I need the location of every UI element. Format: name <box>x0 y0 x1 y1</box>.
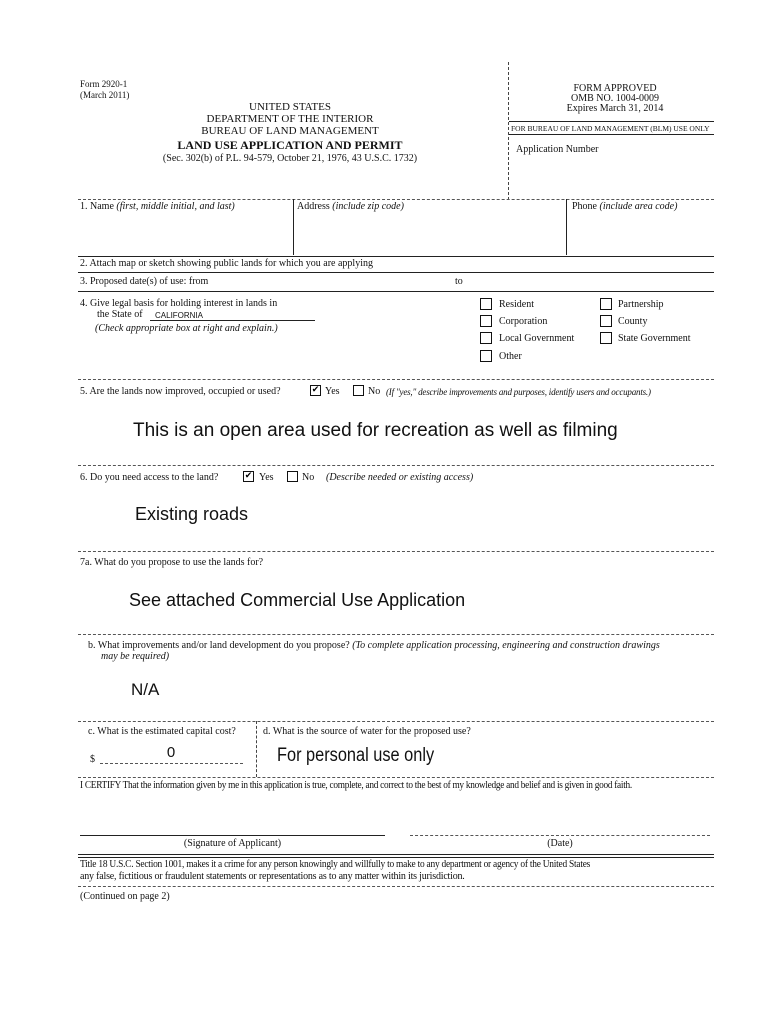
other-checkbox[interactable] <box>480 350 492 362</box>
certify-top-rule <box>78 777 714 778</box>
item7b-top-rule <box>78 634 714 635</box>
local-government-label: Local Government <box>499 333 575 344</box>
item6-yes-label: Yes <box>259 472 274 483</box>
authority-citation: (Sec. 302(b) of P.L. 94-579, October 21, 1976, 43 U.S.C. 1732) <box>162 153 418 164</box>
agency-line-3: BUREAU OF LAND MANAGEMENT <box>201 125 379 137</box>
expiration-date: Expires March 31, 2014 <box>566 103 664 114</box>
item3-label: 3. Proposed date(s) of use: from <box>80 276 209 287</box>
omb-number: OMB NO. 1004-0009 <box>570 93 660 104</box>
item4-top-rule <box>78 291 714 292</box>
address-hint: (include zip code) <box>332 201 404 212</box>
item7a-question: 7a. What do you propose to use the lands for? <box>80 557 264 568</box>
name-input[interactable] <box>80 213 290 253</box>
item6-answer[interactable]: Existing roads <box>135 504 249 524</box>
footer-rule-2 <box>78 857 714 858</box>
footer-rule-3 <box>78 886 714 887</box>
item7b-instruction-2: may be required) <box>101 651 170 662</box>
false-statement-warning-1: Title 18 U.S.C. Section 1001, makes it a crime for any person knowingly and willfully to make to any department or agency of the United States <box>80 859 591 870</box>
item7b-answer[interactable]: N/A <box>131 680 160 699</box>
form-date: (March 2011) <box>80 90 130 100</box>
signature-input[interactable] <box>80 815 385 835</box>
item7a-top-rule <box>78 551 714 552</box>
local-government-checkbox[interactable] <box>480 332 492 344</box>
item3-to-label: to <box>455 276 463 287</box>
form-approved: FORM APPROVED <box>573 83 657 94</box>
item7c-answer[interactable]: 0 <box>166 744 176 761</box>
item6-question: 6. Do you need access to the land? <box>80 472 219 483</box>
name-hint: (first, middle initial, and last) <box>116 201 235 212</box>
item5-no-label: No <box>368 386 381 397</box>
blm-box-mid <box>509 134 714 135</box>
item7b-prompt <box>88 640 660 651</box>
item5-top-rule <box>78 379 714 380</box>
form-title: LAND USE APPLICATION AND PERMIT <box>177 138 403 152</box>
address-input[interactable] <box>297 213 563 253</box>
other-label: Other <box>499 351 522 362</box>
item7d-answer[interactable]: For personal use only <box>277 745 435 766</box>
item7d-question: d. What is the source of water for the proposed use? <box>263 726 471 737</box>
agency-line-2: DEPARTMENT OF THE INTERIOR <box>206 113 374 125</box>
blm-box-top <box>509 121 714 122</box>
name-label: 1. Name <box>80 201 114 212</box>
signature-line <box>80 835 385 836</box>
item6-no-checkbox[interactable] <box>287 471 298 482</box>
state-government-checkbox[interactable] <box>600 332 612 344</box>
state-government-label: State Government <box>618 333 691 344</box>
resident-label: Resident <box>499 299 534 310</box>
state-underline <box>150 320 315 321</box>
item7c-question: c. What is the estimated capital cost? <box>88 726 236 737</box>
item4-instruction: (Check appropriate box at right and explain.) <box>95 323 278 334</box>
item5-yes-checkbox[interactable]: ✔ <box>311 385 320 395</box>
item5-question: 5. Are the lands now improved, occupied or used? <box>80 386 281 397</box>
item2-label: 2. Attach map or sketch showing public lands for which you are applying <box>80 258 373 269</box>
state-value[interactable]: CALIFORNIA <box>155 311 204 320</box>
footer-rule-1 <box>78 854 714 855</box>
header-divider <box>508 62 509 200</box>
partnership-label: Partnership <box>618 299 664 310</box>
item6-instruction: (Describe needed or existing access) <box>326 472 474 483</box>
item4-line2: the State of <box>97 309 143 320</box>
date-from-input[interactable] <box>205 274 445 288</box>
item4-line1: 4. Give legal basis for holding interest in lands in <box>80 298 278 309</box>
blm-use-only: FOR BUREAU OF LAND MANAGEMENT (BLM) USE ONLY <box>511 124 710 133</box>
address-field-label <box>297 201 404 212</box>
signature-label: (Signature of Applicant) <box>183 838 282 849</box>
continued-note: (Continued on page 2) <box>80 891 170 902</box>
item7c-7d-divider <box>256 721 257 777</box>
date-input[interactable] <box>410 815 710 835</box>
item5-answer[interactable]: This is an open area used for recreation as well as filming <box>133 420 618 441</box>
item3-top-rule <box>78 272 714 273</box>
agency-line-1: UNITED STATES <box>249 101 331 113</box>
item5-no-checkbox[interactable] <box>353 385 364 396</box>
address-label: Address <box>297 201 330 212</box>
partnership-checkbox[interactable] <box>600 298 612 310</box>
certification-text: I CERTIFY That the information given by me in this application is true, complete, and correct to the best of my knowledge and belief and is given in good faith. <box>80 780 632 791</box>
item6-top-rule <box>78 465 714 466</box>
date-to-input[interactable] <box>470 274 710 288</box>
item1-top-rule <box>78 199 714 200</box>
address-phone-divider <box>566 199 567 255</box>
resident-checkbox[interactable] <box>480 298 492 310</box>
item7b-question: b. What improvements and/or land development do you propose? <box>88 640 350 651</box>
name-field-label <box>80 201 235 212</box>
item7b-instruction-1: (To complete application processing, engineering and construction drawings <box>352 640 660 651</box>
capital-cost-underline <box>100 763 243 764</box>
phone-field-label <box>572 201 677 212</box>
item2-top-rule <box>78 256 714 257</box>
item5-yes-label: Yes <box>325 386 340 397</box>
corporation-checkbox[interactable] <box>480 315 492 327</box>
currency-symbol: $ <box>90 754 95 765</box>
item6-yes-checkbox[interactable]: ✔ <box>244 471 253 481</box>
false-statement-warning-2: any false, fictitious or fraudulent statements or representations as to any matter within its jurisdiction. <box>80 871 465 882</box>
phone-input[interactable] <box>570 213 712 253</box>
item7c-top-rule <box>78 721 714 722</box>
corporation-label: Corporation <box>499 316 548 327</box>
name-address-divider <box>293 199 294 255</box>
item5-instruction: (If "yes," describe improvements and purposes, identify users and occupants.) <box>386 387 651 397</box>
form-number: Form 2920-1 <box>80 79 128 89</box>
phone-label: Phone <box>572 201 597 212</box>
phone-hint: (include area code) <box>599 201 678 212</box>
item7a-answer[interactable]: See attached Commercial Use Application <box>129 590 466 610</box>
date-line <box>410 835 710 836</box>
county-label: County <box>618 316 648 327</box>
county-checkbox[interactable] <box>600 315 612 327</box>
date-label: (Date) <box>547 838 573 849</box>
application-number-label: Application Number <box>516 144 599 155</box>
item6-no-label: No <box>302 472 315 483</box>
